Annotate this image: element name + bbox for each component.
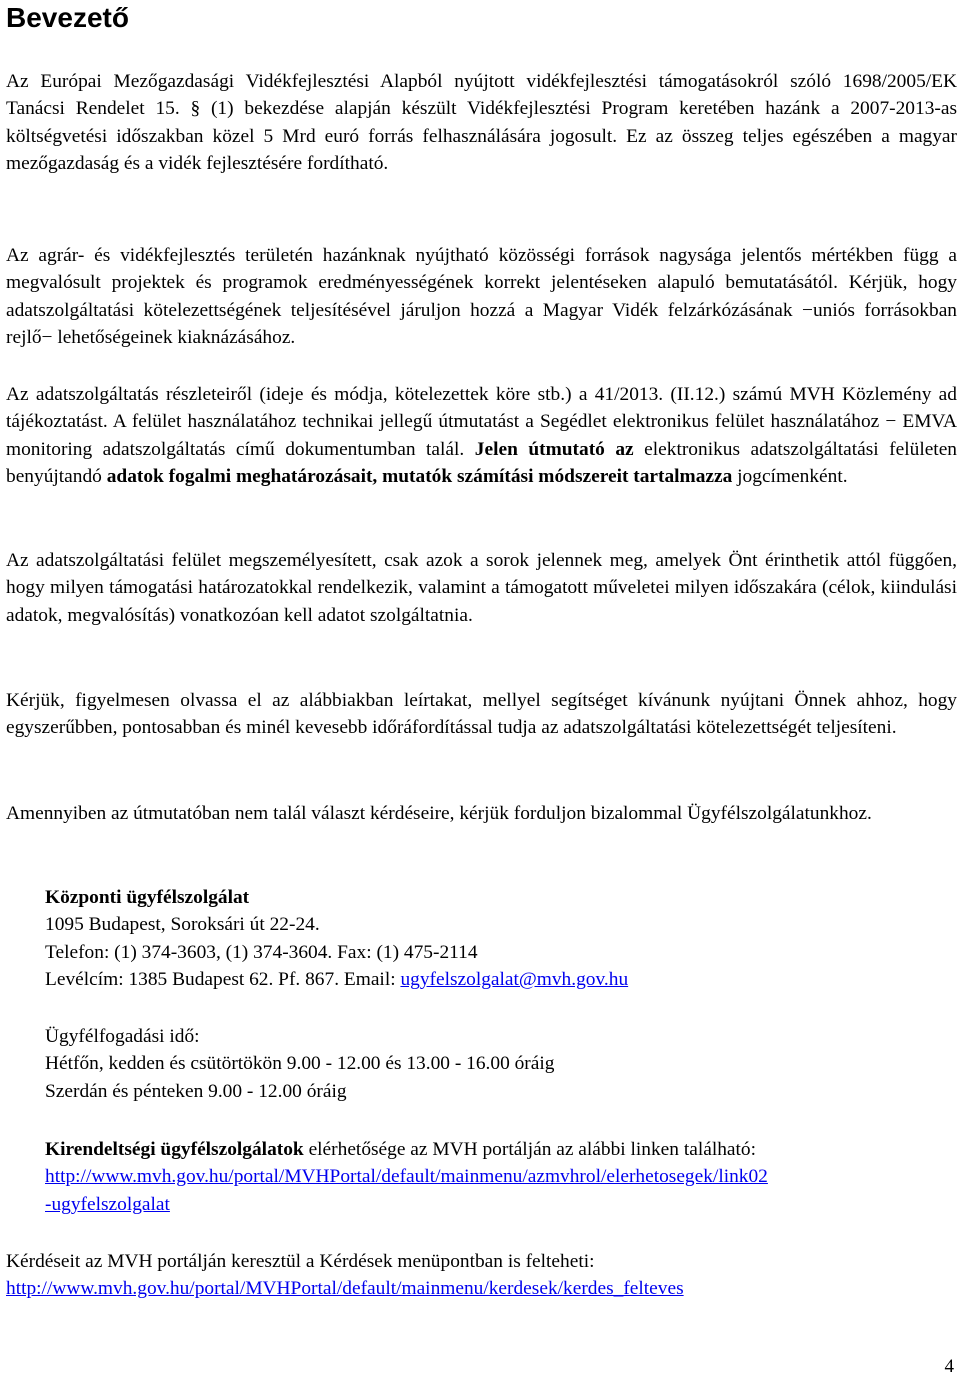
info-paragraph (6, 381, 957, 491)
branch-text: elérhetősége az MVH portálján az alábbi linken található: (303, 1139, 756, 1160)
email-link[interactable]: ugyfelszolgalat@mvh.gov.hu (400, 969, 629, 991)
hours-label: Ügyfélfogadási idő: (45, 1026, 200, 1047)
contact-mail-label: Levélcím: 1385 Budapest 62. Pf. 867. Email: (45, 969, 401, 991)
branch-link-line-2[interactable]: -ugyfelszolgalat (45, 1193, 170, 1215)
branch-line (45, 1136, 957, 1163)
info-text-3: jogcímenként. (737, 466, 848, 488)
branch-block (45, 1136, 957, 1218)
contact-block (45, 884, 957, 994)
page-number: 4 (944, 1356, 954, 1377)
contact-phone: Telefon: (1) 374-3603, (1) 374-3604. Fax: (1) 475-2114 (45, 941, 478, 963)
page-title: Bevezető (6, 2, 129, 33)
hours-line-1: Hétfőn, kedden és csütörtökön 9.00 - 12.00 és 13.00 - 16.00 óráig (45, 1053, 555, 1075)
questions-block (6, 1248, 957, 1303)
info-bold-2: adatok fogalmi meghatározásait, mutatók számítási módszereit tartalmazza (106, 466, 733, 488)
questions-text: Kérdéseit az MVH portálján keresztül a Kérdések menüpontban is felteheti: (6, 1251, 595, 1272)
read-carefully-paragraph: Kérjük, figyelmesen olvassa el az alábbiakban leírtakat, mellyel segítséget kívánunk nyújtani Önnek ahhoz, hogy egyszerűbben, pontosabban és minél kevesebb időráfordítással tudja az adatszolgáltatási kötelezettségét teljesíteni. (6, 690, 957, 739)
contact-intro-paragraph: Amennyiben az útmutatóban nem talál választ kérdéseire, kérjük forduljon bizalommal Ügyfélszolgálatunkhoz. (6, 803, 872, 824)
info-text: Az adatszolgáltatás részleteiről (ideje és módja, kötelezettek köre stb.) a 41/2013. (II.12.) számú MVH Közlemény ad tájékoztatást. A felület használatához technikai jellegű útmutatást a Segédlet elektronikus felület használatához − EMVA monitoring adatszolgáltatás című dokumentumban talál. (6, 384, 957, 460)
intro-paragraph: Az Európai Mezőgazdasági Vidékfejlesztési Alapból nyújtott vidékfejlesztési támogatásokról szóló 1698/2005/EK Tanácsi Rendelet 15. § (1) bekezdése alapján készült Vidékfejlesztési Program keretében hazánk a 2007-2013-as költségvetési időszakban közel 5 Mrd euró forrás felhasználására jogosult. Ez az összeg teljes egészében a magyar mezőgazdaság és a vidék fejlesztésére fordítható. (6, 71, 957, 175)
info-bold-1: Jelen útmutató az (474, 438, 634, 460)
branch-link-line-1[interactable]: http://www.mvh.gov.hu/portal/MVHPortal/default/mainmenu/azmvhrol/elerhetosegek/link02 (45, 1166, 768, 1188)
info-text-2: elektronikus adatszolgáltatási felületen benyújtandó (6, 438, 957, 488)
hours-line-2: Szerdán és pénteken 9.00 - 12.00 óráig (45, 1080, 347, 1102)
contact-mail-line (45, 966, 957, 993)
personalized-paragraph: Az adatszolgáltatási felület megszemélyesített, csak azok a sorok jelennek meg, amelyek Önt érinthetik attól függően, hogy milyen támogatási határozatokkal rendelkezik, valamint a támogatott műveletei milyen időszakára (célok, kiindulási adatok, megvalósítás) vonatkozóan kell adatot szolgáltatnia. (6, 550, 957, 626)
branch-bold: Kirendeltségi ügyfélszolgálatok (45, 1139, 304, 1160)
contact-heading: Központi ügyfélszolgálat (45, 887, 250, 908)
funding-paragraph: Az agrár- és vidékfejlesztés területén hazánknak nyújtható közösségi források nagysága jelentős mértékben függ a megvalósult projektek és programok eredményességének korrekt jelentéseken alapuló bemutatásától. Kérjük, hogy adatszolgáltatási kötelezettségének teljesítésével járuljon hozzá a Magyar Vidék felzárkózásának −uniós forrásokban rejlő− lehetőségeinek kiaknázásához. (6, 245, 957, 349)
questions-link[interactable]: http://www.mvh.gov.hu/portal/MVHPortal/default/mainmenu/kerdesek/kerdes_felteves (6, 1278, 684, 1300)
hours-block (45, 1023, 957, 1105)
contact-address: 1095 Budapest, Soroksári út 22-24. (45, 914, 320, 936)
